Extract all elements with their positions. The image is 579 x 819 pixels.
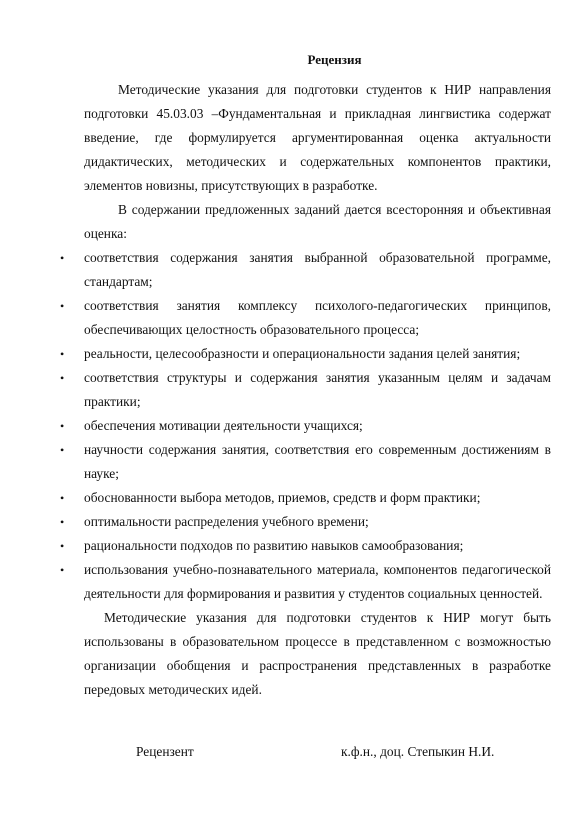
bullet-icon: • [60, 491, 65, 505]
bullet-icon: • [60, 563, 65, 577]
list-item [60, 534, 551, 558]
document-title: Рецензия [307, 52, 362, 67]
document-body [60, 78, 551, 702]
list-item-text: научности содержания занятия, соответствия его современным достижениям в науке; [84, 442, 551, 481]
list-item-text: обеспечения мотивации деятельности учащихся; [84, 418, 363, 433]
intro-paragraph: Методические указания для подготовки студентов к НИР направления подготовки 45.03.03 –Фундаментальная и прикладная лингвистика содержат введение, где формулируется аргументированная оценка актуальности дидактических, методических и содержательных компонентов практики, элементов новизны, присутствующих в разработке. [84, 82, 551, 193]
list-item-text: соответствия структуры и содержания занятия указанным целям и задачам практики; [84, 370, 551, 409]
assessment-paragraph: В содержании предложенных заданий дается всесторонняя и объективная оценка: [84, 202, 551, 241]
reviewer-name: к.ф.н., доц. Степыкин Н.И. [341, 744, 495, 759]
bullet-icon: • [60, 371, 65, 385]
list-item-text: рациональности подходов по развитию навыков самообразования; [84, 538, 464, 553]
list-item [60, 366, 551, 414]
list-item [60, 414, 551, 438]
reviewer-role: Рецензент [136, 744, 194, 759]
bullet-icon: • [60, 419, 65, 433]
bullet-icon: • [60, 347, 65, 361]
list-item [60, 246, 551, 294]
list-item-text: соответствия занятия комплексу психолого-педагогических принципов, обеспечивающих целостность образовательного процесса; [84, 298, 551, 337]
list-item-text: обоснованности выбора методов, приемов, средств и форм практики; [84, 490, 481, 505]
criteria-list [60, 246, 551, 606]
list-item [60, 486, 551, 510]
list-item [60, 510, 551, 534]
list-item-text: оптимальности распределения учебного времени; [84, 514, 369, 529]
conclusion-paragraph: Методические указания для подготовки студентов к НИР могут быть использованы в образовательном процессе в представленном с возможностью организации обобщения и распространения представленных в разработке передовых методических идей. [84, 610, 551, 697]
list-item [60, 342, 551, 366]
list-item [60, 558, 551, 606]
list-item [60, 294, 551, 342]
list-item-text: соответствия содержания занятия выбранной образовательной программе, стандартам; [84, 250, 551, 289]
bullet-icon: • [60, 515, 65, 529]
bullet-icon: • [60, 539, 65, 553]
bullet-icon: • [60, 251, 65, 265]
list-item [60, 438, 551, 486]
bullet-icon: • [60, 443, 65, 457]
bullet-icon: • [60, 299, 65, 313]
list-item-text: реальности, целесообразности и операциональности задания целей занятия; [84, 346, 521, 361]
list-item-text: использования учебно-познавательного материала, компонентов педагогической деятельности для формирования и развития у студентов социальных ценностей. [84, 562, 551, 601]
